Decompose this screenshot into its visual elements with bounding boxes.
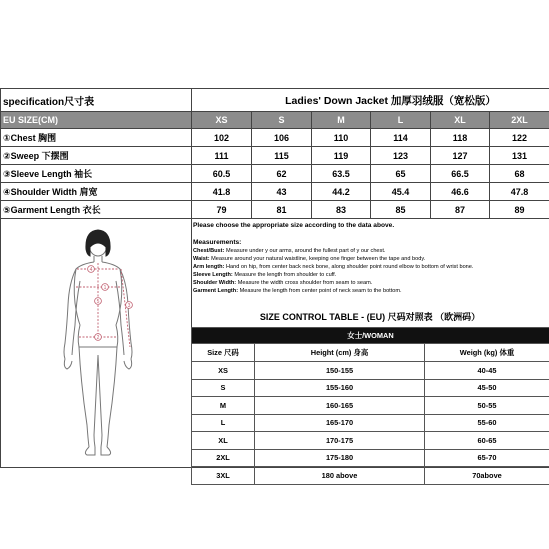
cell-value: 115 — [252, 147, 312, 165]
header-weight: Weigh (kg) 体重 — [425, 344, 549, 362]
weight-cell: 45-50 — [425, 379, 549, 397]
cell-value: 114 — [371, 129, 431, 147]
row-label: ⑤Garment Length 衣长 — [1, 201, 192, 219]
height-cell: 155-160 — [255, 379, 425, 397]
cell-value: 66.5 — [431, 165, 490, 183]
cell-value: 110 — [312, 129, 371, 147]
measurements-title: Measurements: — [193, 239, 242, 246]
row-label: ③Sleeve Length 袖长 — [1, 165, 192, 183]
cell-value: 87 — [431, 201, 490, 219]
measure-item: Chest/Bust: Measure under y our arms, around the fullest part of y our chest. — [193, 248, 386, 254]
cell-value: 89 — [490, 201, 549, 219]
cell-value: 63.5 — [312, 165, 371, 183]
cell-value: 85 — [371, 201, 431, 219]
size-cell: M — [192, 397, 255, 415]
right-hand-outline — [124, 359, 132, 369]
measure-item: Sleeve Length: Measure the length from shoulder to cuff. — [193, 272, 337, 278]
height-cell: 175-180 — [255, 449, 425, 467]
spec-label: specification尺寸表 — [1, 89, 192, 112]
measure-item: Shoulder Width: Measure the width cross shoulder from seam to seam. — [193, 280, 373, 286]
weight-cell: 70above — [425, 467, 549, 485]
weight-cell: 55-60 — [425, 414, 549, 432]
info-pane — [191, 219, 549, 480]
table-row — [192, 449, 549, 467]
left-arm-outline — [64, 269, 80, 359]
spec-row-chest — [1, 129, 549, 147]
weight-cell: 60-65 — [425, 432, 549, 450]
cell-value: 106 — [252, 129, 312, 147]
feet-outline — [85, 447, 110, 455]
table-row — [192, 414, 549, 432]
choose-size-note: Please choose the appropriate size according to the data above. — [193, 222, 395, 229]
cell-value: 102 — [192, 129, 252, 147]
cell-value: 60.5 — [192, 165, 252, 183]
weight-cell: 50-55 — [425, 397, 549, 415]
control-header-row — [192, 344, 549, 362]
woman-band-row — [192, 328, 549, 344]
spec-row-length — [1, 201, 549, 219]
cell-value: 43 — [252, 183, 312, 201]
cell-value: 127 — [431, 147, 490, 165]
size-header: XS — [192, 112, 252, 129]
body-outline-figure — [43, 225, 153, 465]
cell-value: 41.8 — [192, 183, 252, 201]
height-cell: 150-155 — [255, 362, 425, 380]
cell-value: 45.4 — [371, 183, 431, 201]
height-cell: 160-165 — [255, 397, 425, 415]
table-row — [192, 379, 549, 397]
measurement-figure-pane — [0, 219, 192, 468]
cell-value: 118 — [431, 129, 490, 147]
eu-size-label: EU SIZE(CM) — [1, 112, 192, 129]
cell-value: 119 — [312, 147, 371, 165]
size-header: L — [371, 112, 431, 129]
weight-cell: 40-45 — [425, 362, 549, 380]
cell-value: 122 — [490, 129, 549, 147]
specification-table — [0, 88, 549, 219]
spec-row-sweep — [1, 147, 549, 165]
size-cell: 3XL — [192, 467, 255, 485]
marker-sweep: 2 — [96, 334, 100, 341]
header-height: Height (cm) 身高 — [255, 344, 425, 362]
marker-sleeve: 3 — [127, 302, 131, 309]
weight-cell: 65-70 — [425, 449, 549, 467]
size-header: XL — [431, 112, 490, 129]
measure-item: Arm length: Hand on hip, from center back neck bone, along shoulder point round elbow to bottom of wrist bone. — [193, 264, 474, 270]
cell-value: 81 — [252, 201, 312, 219]
neck-outline — [94, 256, 102, 262]
size-control-title: SIZE CONTROL TABLE - (EU) 尺码对照表 （欧洲码） — [259, 312, 481, 322]
cell-value: 44.2 — [312, 183, 371, 201]
table-row — [192, 432, 549, 450]
row-label: ④Shoulder Width 肩宽 — [1, 183, 192, 201]
spec-row-sleeve — [1, 165, 549, 183]
header-size: Size 尺码 — [192, 344, 255, 362]
cell-value: 79 — [192, 201, 252, 219]
measure-item: Garment Length: Measure the length from center point of neck seam to the bottom. — [193, 288, 402, 294]
height-cell: 170-175 — [255, 432, 425, 450]
table-row — [192, 397, 549, 415]
hair-shape — [86, 230, 110, 256]
row-label: ①Chest 胸围 — [1, 129, 192, 147]
right-arm-outline — [116, 269, 132, 359]
cell-value: 65 — [371, 165, 431, 183]
height-cell: 165-170 — [255, 414, 425, 432]
spec-title-row — [1, 89, 549, 112]
size-control-table — [191, 327, 549, 485]
marker-length: 5 — [96, 298, 100, 305]
size-cell: XS — [192, 362, 255, 380]
cell-value: 111 — [192, 147, 252, 165]
lower-section — [0, 219, 549, 480]
marker-shoulder: 4 — [89, 266, 93, 273]
woman-band: 女士/WOMAN — [192, 328, 549, 344]
spec-row-shoulder — [1, 183, 549, 201]
size-cell: 2XL — [192, 449, 255, 467]
measure-item: Waist: Measure around your natural waistline, keeping one finger between the tape and body. — [193, 256, 426, 262]
cell-value: 123 — [371, 147, 431, 165]
marker-chest: 1 — [103, 284, 107, 291]
cell-value: 47.8 — [490, 183, 549, 201]
row-label: ②Sweep 下摆围 — [1, 147, 192, 165]
table-row — [192, 362, 549, 380]
cell-value: 83 — [312, 201, 371, 219]
spec-size-header-row — [1, 112, 549, 129]
height-cell: 180 above — [255, 467, 425, 485]
cell-value: 62 — [252, 165, 312, 183]
legs-outline — [79, 347, 117, 447]
size-header: M — [312, 112, 371, 129]
size-cell: XL — [192, 432, 255, 450]
cell-value: 46.6 — [431, 183, 490, 201]
product-title: Ladies' Down Jacket 加厚羽绒服（宽松版） — [192, 89, 549, 112]
table-row — [192, 467, 549, 485]
size-cell: S — [192, 379, 255, 397]
size-header: 2XL — [490, 112, 549, 129]
size-header: S — [252, 112, 312, 129]
size-chart-sheet — [0, 88, 549, 480]
size-cell: L — [192, 414, 255, 432]
cell-value: 131 — [490, 147, 549, 165]
left-hand-outline — [64, 359, 72, 369]
cell-value: 68 — [490, 165, 549, 183]
